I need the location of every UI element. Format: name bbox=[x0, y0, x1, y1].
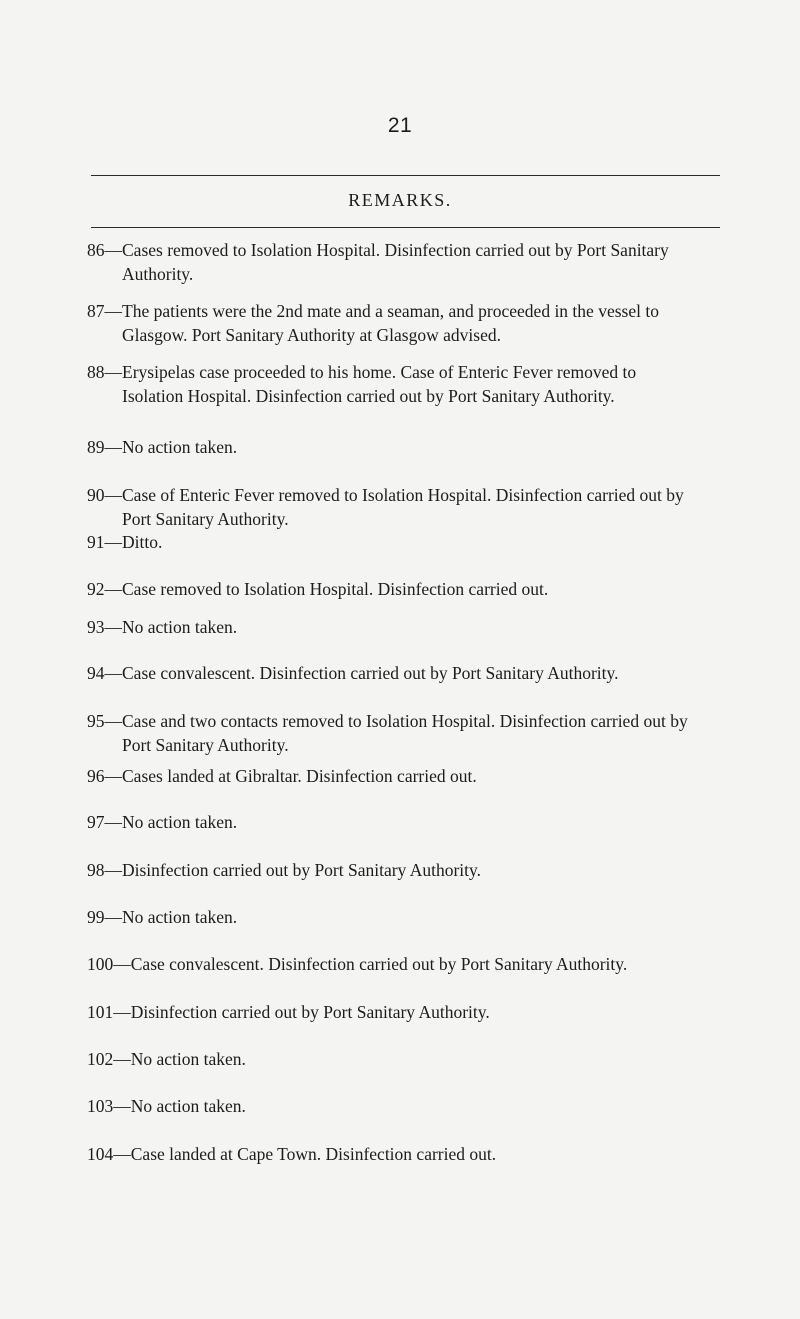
remark-text: 102—No action taken. bbox=[87, 1049, 246, 1069]
remark-item bbox=[87, 905, 723, 929]
remark-item bbox=[87, 1047, 723, 1071]
remark-text: 92—Case removed to Isolation Hospital. Disinfection carried out. bbox=[87, 579, 549, 599]
remark-item bbox=[87, 661, 723, 685]
remark-item bbox=[87, 435, 723, 459]
remark-item bbox=[87, 360, 723, 408]
remark-continuation: Port Sanitary Authority. bbox=[122, 735, 289, 755]
remark-continuation: Isolation Hospital. Disinfection carried out by Port Sanitary Authority. bbox=[122, 386, 615, 406]
remark-item bbox=[87, 764, 723, 788]
remark-text: 91—Ditto. bbox=[87, 532, 163, 552]
remark-continuation: Glasgow. Port Sanitary Authority at Glasgow advised. bbox=[122, 325, 501, 345]
remark-text: 87—The patients were the 2nd mate and a seaman, and proceeded in the vessel to bbox=[87, 301, 659, 321]
remark-item bbox=[87, 1094, 723, 1118]
page-heading: REMARKS. bbox=[348, 190, 452, 210]
remark-item bbox=[87, 577, 723, 601]
remark-text: 86—Cases removed to Isolation Hospital. Disinfection carried out by Port Sanitary bbox=[87, 240, 669, 260]
remark-item bbox=[87, 238, 723, 286]
remark-item bbox=[87, 709, 723, 757]
remark-item bbox=[87, 483, 723, 531]
remark-text: 95—Case and two contacts removed to Isolation Hospital. Disinfection carried out by bbox=[87, 711, 688, 731]
remark-item bbox=[87, 858, 723, 882]
remark-text: 98—Disinfection carried out by Port Sanitary Authority. bbox=[87, 860, 482, 880]
top-rule bbox=[91, 175, 720, 176]
remark-item bbox=[87, 1142, 723, 1166]
remark-continuation: Port Sanitary Authority. bbox=[122, 509, 289, 529]
remark-text: 101—Disinfection carried out by Port Sanitary Authority. bbox=[87, 1002, 490, 1022]
page-number: 21 bbox=[387, 114, 413, 137]
remark-text: 97—No action taken. bbox=[87, 812, 238, 832]
remark-item bbox=[87, 810, 723, 834]
remark-text: 90—Case of Enteric Fever removed to Isolation Hospital. Disinfection carried out by bbox=[87, 485, 684, 505]
remark-item bbox=[87, 615, 723, 639]
remark-text: 96—Cases landed at Gibraltar. Disinfection carried out. bbox=[87, 766, 477, 786]
remark-text: 88—Erysipelas case proceeded to his home. Case of Enteric Fever removed to bbox=[87, 362, 637, 382]
remark-item bbox=[87, 952, 723, 976]
remark-item bbox=[87, 299, 723, 347]
remark-text: 100—Case convalescent. Disinfection carried out by Port Sanitary Authority. bbox=[87, 954, 628, 974]
remark-item bbox=[87, 530, 723, 554]
remark-text: 93—No action taken. bbox=[87, 617, 238, 637]
remark-text: 103—No action taken. bbox=[87, 1096, 246, 1116]
remark-text: 89—No action taken. bbox=[87, 437, 238, 457]
remark-continuation: Authority. bbox=[122, 264, 194, 284]
remark-text: 94—Case convalescent. Disinfection carried out by Port Sanitary Authority. bbox=[87, 663, 619, 683]
remark-item bbox=[87, 1000, 723, 1024]
remark-text: 99—No action taken. bbox=[87, 907, 238, 927]
remark-text: 104—Case landed at Cape Town. Disinfection carried out. bbox=[87, 1144, 497, 1164]
bottom-rule bbox=[91, 227, 720, 228]
